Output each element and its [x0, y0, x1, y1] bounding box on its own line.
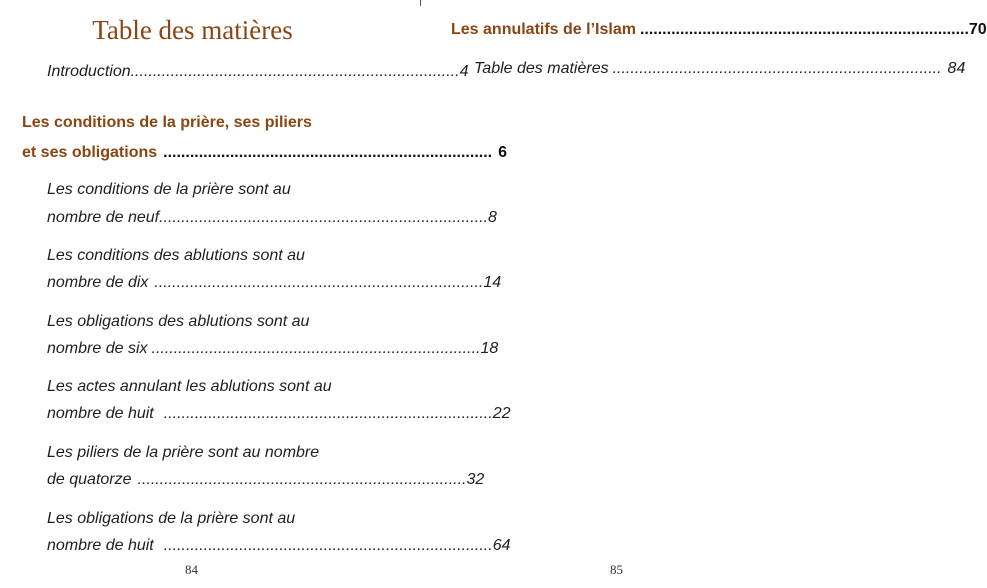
toc-page-number: 6 [498, 144, 507, 161]
toc-entry-label: nombre de huit [47, 537, 154, 554]
dot-leader: .......................................................................... [154, 274, 484, 291]
toc-page-number: 22 [492, 405, 511, 422]
toc-section-heading-line1: Les conditions de la prière, ses piliers [22, 114, 312, 131]
toc-entry-label: et ses obligations [22, 144, 158, 161]
toc-entry-label: nombre de six [47, 340, 148, 357]
dot-leader: .......................................................................... [130, 63, 460, 80]
page-title: Table des matières [92, 15, 293, 45]
toc-entry-label: Les annulatifs de l’Islam [451, 21, 636, 38]
toc-entry-table-des-matieres [474, 60, 966, 77]
dot-leader: .......................................................................... [612, 60, 942, 77]
toc-page-number: 14 [483, 274, 502, 291]
toc-page-number: 64 [492, 537, 511, 554]
toc-page-number: 84 [947, 60, 966, 77]
right-page [405, 0, 987, 588]
dot-leader: .......................................................................... [163, 405, 493, 422]
toc-entry [47, 274, 502, 291]
dot-leader: .......................................................................... [137, 471, 467, 488]
toc-entry-line1: Les actes annulant les ablutions sont au [47, 378, 332, 395]
page-number: 85 [610, 562, 623, 577]
toc-entry-introduction [47, 63, 469, 80]
toc-page-number: 70 [968, 21, 987, 38]
toc-page-number: 32 [466, 471, 485, 488]
toc-entry-line1: Les conditions de la prière sont au [47, 181, 291, 198]
page-number: 84 [185, 562, 198, 577]
toc-section-heading [451, 21, 987, 38]
toc-entry-label: de quatorze [47, 471, 132, 488]
toc-entry-label: nombre de neuf [47, 209, 160, 226]
dot-leader: .......................................................................... [159, 209, 489, 226]
toc-section-heading [22, 144, 507, 161]
toc-entry-line1: Les piliers de la prière sont au nombre [47, 444, 320, 461]
toc-entry [47, 209, 497, 226]
toc-page-number: 8 [488, 209, 497, 226]
dot-leader: .......................................................................... [163, 537, 493, 554]
toc-entry [47, 340, 499, 357]
dot-leader: .......................................................................... [163, 144, 493, 161]
toc-entry-line1: Les obligations de la prière sont au [47, 510, 296, 527]
toc-entry-label: nombre de dix [47, 274, 149, 291]
toc-entry-label: nombre de huit [47, 405, 154, 422]
toc-entry-label: Introduction [47, 63, 131, 80]
toc-entry [47, 471, 485, 488]
toc-entry-line1: Les conditions des ablutions sont au [47, 247, 305, 264]
toc-entry [47, 537, 511, 554]
toc-page-number: 18 [480, 340, 499, 357]
dot-leader: .......................................................................... [151, 340, 481, 357]
toc-entry-line1: Les obligations des ablutions sont au [47, 313, 310, 330]
toc-entry [47, 405, 511, 422]
toc-page-number: 4 [459, 63, 469, 80]
dot-leader: .......................................................................... [639, 21, 969, 38]
toc-entry-label: Table des matières [474, 60, 609, 77]
